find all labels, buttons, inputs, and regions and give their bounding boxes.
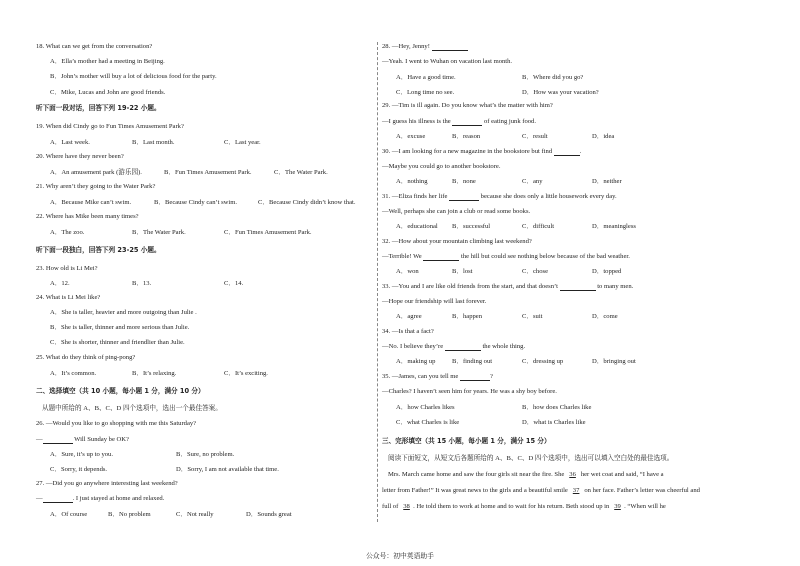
answer-option: C．14. [224,280,244,287]
question-line [382,193,617,201]
answer-option: B．Sure, no problem. [176,451,235,458]
question-line [382,503,666,511]
page-footer: 公众号：初中英语助手 [366,553,434,560]
line-text: . [579,148,582,155]
answer-option: A．educational [396,223,438,230]
section-heading: 三、完形填空（共 15 小题，每小题 1 分，满分 15 分） [382,437,551,445]
answer-option: C．Sorry, it depends. [50,466,108,473]
answer-option: A．Because Mike can’t swim. [50,199,132,206]
answer-option: A．Sure, it’s up to you. [50,451,114,458]
answer-blank [449,193,479,201]
question-line: 25. What do they think of ping-pong? [36,354,136,361]
answer-blank [445,343,481,351]
answer-option: C．It’s exciting. [224,370,268,377]
answer-option: D．come [592,313,618,320]
question-line: 20. Where have they never been? [36,153,124,160]
line-text: 28. —Hey, Jenny! [382,43,432,50]
question-line: 阅读下面短文，从短文后各题所给的 A、B、C、D 四个选项中，选出可以填入空白处的最佳选项。 [388,455,674,462]
answer-option: C．Long time no see. [396,89,455,96]
question-line [382,487,700,495]
question-line: 19. When did Cindy go to Fun Times Amusement Park? [36,123,184,130]
question-line: 34. —Is that a fact? [382,328,434,335]
question-line: 27. —Did you go anywhere interesting last weekend? [36,480,178,487]
question-line: —Maybe you could go to another bookstore. [382,163,501,170]
question-line: —Yeah. I went to Wuhan on vacation last month. [382,58,513,65]
question-line [388,471,664,479]
answer-option: C．The Water Park. [274,169,328,176]
answer-option: C．chose [522,268,549,275]
line-text: letter from Father!” It was great news to the girls and a beautiful smile [382,487,570,494]
column-divider [377,42,378,522]
answer-blank [43,495,73,503]
answer-option: B．13. [132,280,152,287]
line-text: 33. —You and I are like old friends from the start, and that doesn’t [382,283,560,290]
answer-option: C．Fun Times Amusement Park. [224,229,312,236]
question-line: C．She is shorter, thinner and friendlier than Julie. [50,339,185,346]
question-line: 29. —Tim is ill again. Do you know what’s the matter with him? [382,102,553,109]
question-line [382,373,493,381]
answer-blank [452,118,482,126]
question-line [382,118,536,126]
question-line [382,43,468,51]
line-text: 35. —James, can you tell me [382,373,461,380]
answer-blank [423,253,459,261]
line-text: ? [490,373,493,380]
question-line: A．She is taller, heavier and more outgoing than Julie . [50,309,197,316]
question-line [382,253,630,261]
answer-option: A．It’s common. [50,370,97,377]
answer-option: B．happen [452,313,483,320]
question-line: —Hope our friendship will last forever. [382,298,487,305]
answer-option: D．neither [592,178,622,185]
answer-blank [560,283,596,291]
answer-blank [43,436,73,444]
line-text: the hill but could see nothing below because of the bad weather. [459,253,630,260]
answer-option: B．Fun Times Amusement Park. [164,169,252,176]
answer-blank [432,43,468,51]
question-line: C．Mike, Lucas and John are good friends. [50,89,166,96]
answer-option: C．dressing up [522,358,564,365]
blank-number: 39 [614,503,621,510]
question-line [36,436,129,444]
question-line: 22. Where has Mike been many times? [36,213,139,220]
answer-option: D．Sorry, I am not available that time. [176,466,279,473]
line-text: —No. I believe they’re [382,343,445,350]
answer-option: D．idea [592,133,615,140]
question-line: 24. What is Li Mei like? [36,294,101,301]
line-text: —I guess his illness is the [382,118,453,125]
answer-option: A．Last week. [50,139,90,146]
answer-blank [554,148,580,156]
answer-blank [460,373,490,381]
answer-option: D．topped [592,268,622,275]
answer-option: B．Because Cindy can’t swim. [154,199,238,206]
line-text: — [36,495,43,502]
answer-option: B．how does Charles like [522,404,592,411]
section-heading: 听下面一段对话，回答下列 19-22 小题。 [36,104,161,112]
line-text: . “When will he [624,503,666,510]
question-line: 18. What can we get from the conversation? [36,43,153,50]
line-text: on her face. Father’s letter was cheerful and [582,487,700,494]
answer-option: B．Last month. [132,139,175,146]
answer-option: C．difficult [522,223,555,230]
blank-number: 37 [572,487,580,494]
question-line [382,283,633,291]
line-text: . He told them to work at home and to wait for his return. Beth stood up in [413,503,611,510]
line-text: because she does only a little housework every day. [479,193,617,200]
question-line: 26. —Would you like to go shopping with me this Saturday? [36,420,197,427]
line-text: 30. —I am looking for a new magazine in the bookstore but find [382,148,554,155]
line-text: Mrs. March came home and saw the four girls sit near the fire. She [388,471,566,478]
question-line [382,343,525,351]
answer-option: C．Not really [176,511,214,518]
answer-option: A．agree [396,313,422,320]
line-text: — [36,436,43,443]
question-line: 从题中所给的 A、B、C、D 四个选项中，选出一个最佳答案。 [42,405,222,412]
answer-option: D．meaningless [592,223,636,230]
answer-option: C．Because Cindy didn’t know that. [258,199,356,206]
answer-option: B．lost [452,268,473,275]
answer-option: A．making up [396,358,436,365]
answer-option: A．The zoo. [50,229,85,236]
section-heading: 听下面一段独白，回答下列 23-25 小题。 [36,246,161,254]
answer-option: B．finding out [452,358,493,365]
answer-option: C．result [522,133,548,140]
answer-option: D．bringing out [592,358,636,365]
question-line [382,148,581,156]
answer-option: B．It’s relaxing. [132,370,177,377]
answer-option: D．Sounds great [246,511,292,518]
line-text: her wet coat and said, “I have a [579,471,664,478]
question-line: —Charles? I haven’t seen him for years. He was a shy boy before. [382,388,557,395]
line-text: Will Sunday be OK? [72,436,129,443]
answer-option: B．Where did you go? [522,74,584,81]
answer-option: B．successful [452,223,491,230]
answer-option: B．none [452,178,476,185]
line-text: . I just stayed at home and relaxed. [72,495,165,502]
question-line: 23. How old is Li Mei? [36,265,98,272]
question-line: 21. Why aren’t they going to the Water Park? [36,183,156,190]
line-text: 31. —Eliza finds her life [382,193,450,200]
blank-number: 38 [403,503,410,510]
answer-option: A．12. [50,280,70,287]
answer-option: A．won [396,268,419,275]
answer-option: D．How was your vacation? [522,89,599,96]
question-line: B．She is taller, thinner and more serious than Julie. [50,324,190,331]
line-text: of eating junk food. [482,118,536,125]
line-text: the whole thing. [480,343,526,350]
answer-option: C．suit [522,313,543,320]
answer-option: B．reason [452,133,481,140]
question-line: —Well, perhaps she can join a club or read some books. [382,208,531,215]
answer-option: B．No problem [108,511,151,518]
question-line: 32. —How about your mountain climbing last weekend? [382,238,532,245]
answer-option: A．An amusement park (游乐园). [50,169,142,176]
answer-option: A．Of course [50,511,88,518]
answer-option: C．any [522,178,543,185]
section-heading: 二、选择填空（共 10 小题，每小题 1 分，满分 10 分） [36,387,205,395]
answer-option: C．what Charles is like [396,419,460,426]
answer-option: C．Last year. [224,139,261,146]
answer-option: A．nothing [396,178,428,185]
answer-option: A．how Charles likes [396,404,455,411]
blank-number: 36 [569,471,576,478]
answer-option: D．what is Charles like [522,419,586,426]
question-line [36,495,164,503]
line-text: —Terrible! We [382,253,424,260]
line-text: to many men. [595,283,634,290]
question-line: A．Ella’s mother had a meeting in Beijing. [50,58,165,65]
answer-option: A．Have a good time. [396,74,456,81]
answer-option: A．excuse [396,133,426,140]
answer-option: B．The Water Park. [132,229,186,236]
question-line: B．John’s mother will buy a lot of delicious food for the party. [50,73,217,80]
line-text: full of [382,503,400,510]
